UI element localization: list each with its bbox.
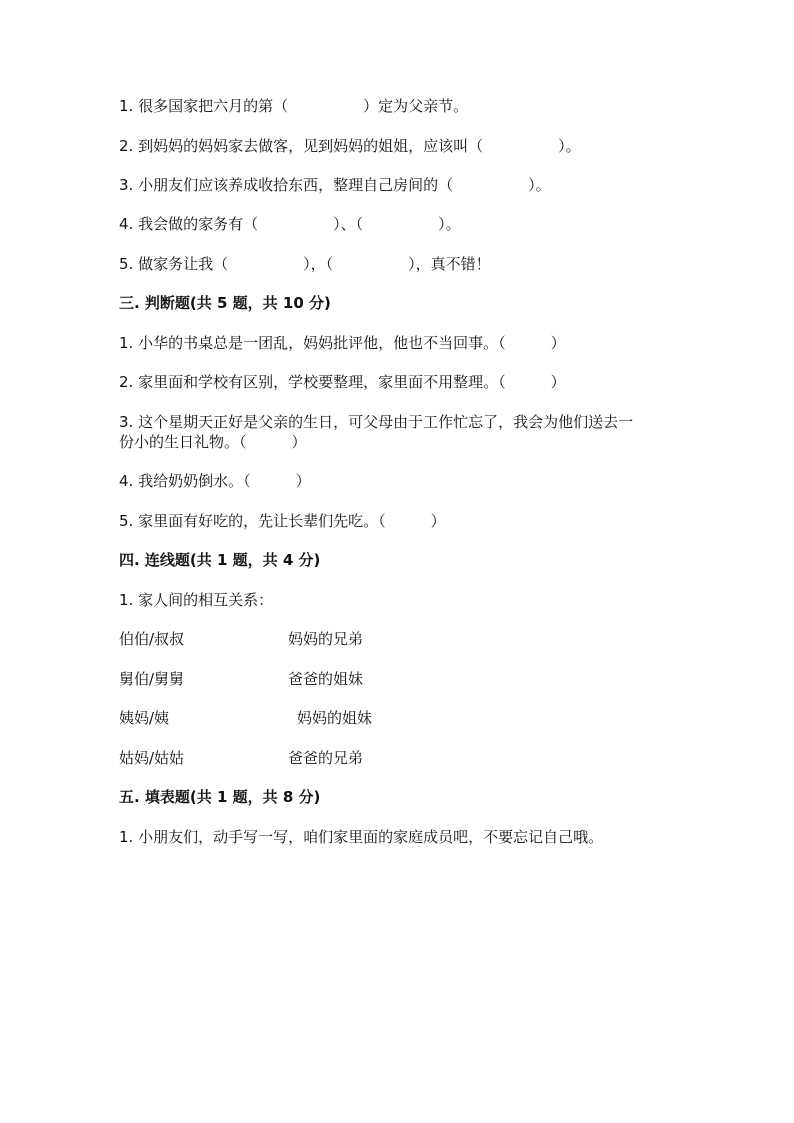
judge-question-2: 2. 家里面和学校有区别，学校要整理，家里面不用整理。（ ） bbox=[119, 373, 566, 391]
match-right-item: 爸爸的兄弟 bbox=[288, 749, 364, 767]
judge-question-4: 4. 我给奶奶倒水。（ ） bbox=[119, 472, 311, 490]
section-heading-table-fill: 五. 填表题(共 1 题，共 8 分) bbox=[119, 788, 321, 806]
fill-in-question-2: 2. 到妈妈的妈妈家去做客，见到妈妈的姐姐，应该叫（ ）。 bbox=[119, 137, 581, 155]
match-right-item: 妈妈的兄弟 bbox=[288, 630, 364, 648]
section-heading-judge: 三. 判断题(共 5 题，共 10 分) bbox=[119, 294, 331, 312]
match-right-item: 妈妈的姐妹 bbox=[297, 709, 373, 727]
fill-in-question-1: 1. 很多国家把六月的第（ ）定为父亲节。 bbox=[119, 97, 469, 115]
match-left-item: 伯伯/叔叔 bbox=[119, 630, 185, 648]
judge-question-5: 5. 家里面有好吃的，先让长辈们先吃。（ ） bbox=[119, 512, 446, 530]
section-heading-match: 四. 连线题(共 1 题，共 4 分) bbox=[119, 551, 321, 569]
fill-in-question-3: 3. 小朋友们应该养成收拾东西，整理自己房间的（ ）。 bbox=[119, 176, 551, 194]
table-fill-question-1: 1. 小朋友们，动手写一写，咱们家里面的家庭成员吧，不要忘记自己哦。 bbox=[119, 828, 604, 846]
match-prompt: 1. 家人间的相互关系： bbox=[119, 591, 274, 609]
judge-question-3-line-2: 份小的生日礼物。（ ） bbox=[119, 433, 307, 451]
match-right-item: 爸爸的姐妹 bbox=[288, 670, 364, 688]
fill-in-question-5: 5. 做家务让我（ ），（ ），真不错！ bbox=[119, 255, 491, 273]
match-left-item: 姨妈/姨 bbox=[119, 709, 170, 727]
judge-question-1: 1. 小华的书桌总是一团乱，妈妈批评他，他也不当回事。（ ） bbox=[119, 334, 566, 352]
judge-question-3-line-1: 3. 这个星期天正好是父亲的生日，可父母由于工作忙忘了，我会为他们送去一 bbox=[119, 413, 634, 431]
match-left-item: 舅伯/舅舅 bbox=[119, 670, 185, 688]
match-left-item: 姑妈/姑姑 bbox=[119, 749, 185, 767]
fill-in-question-4: 4. 我会做的家务有（ ）、（ ）。 bbox=[119, 215, 461, 233]
